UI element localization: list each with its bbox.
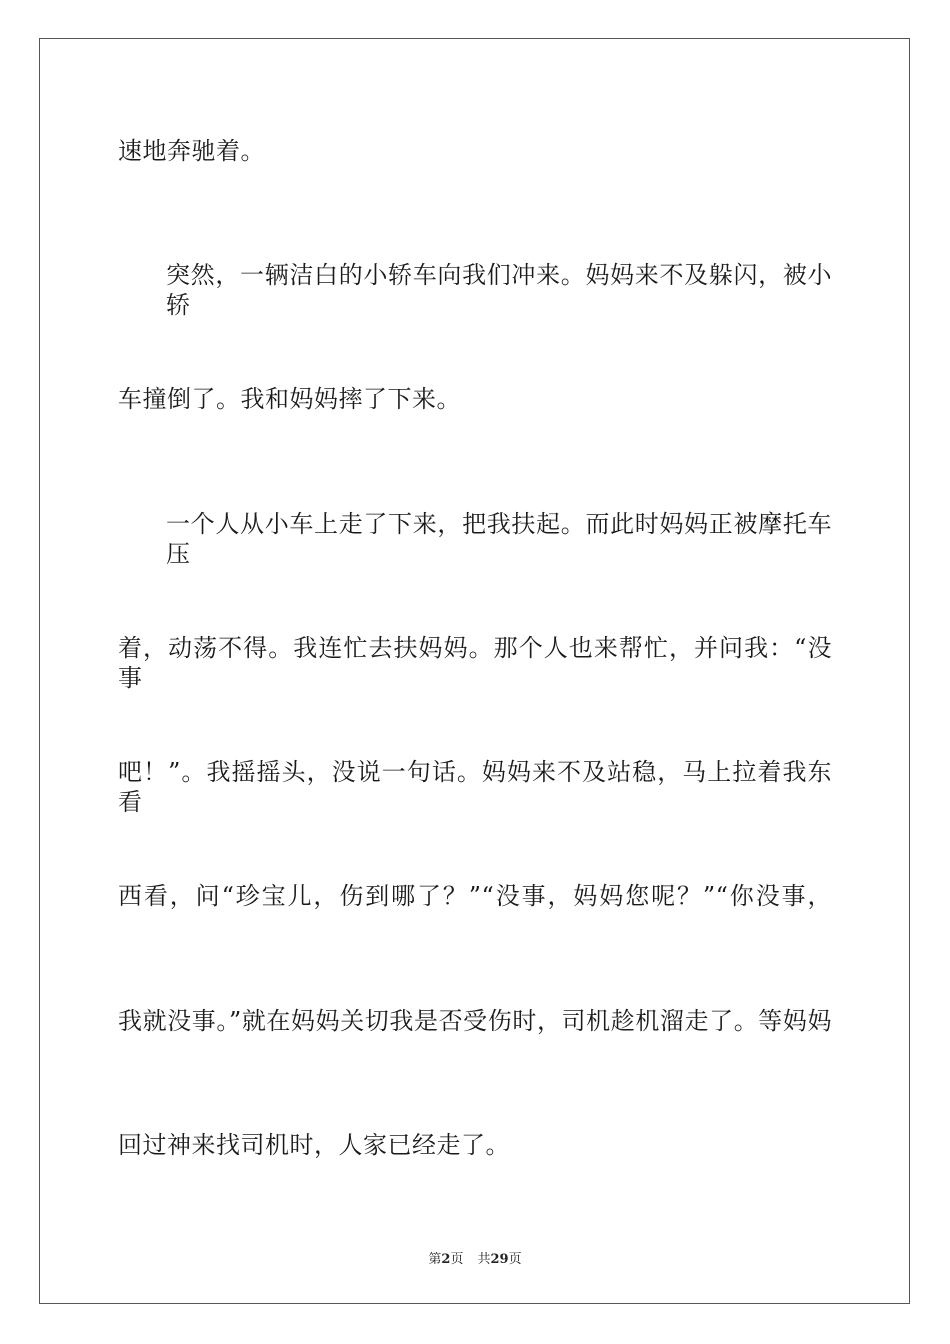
paragraph-2-line-5: 我就没事。”就在妈妈关切我是否受伤时，司机趁机溜走了。等妈妈: [118, 1007, 832, 1035]
paragraph-2-line-1: 一个人从小车上走了下来，把我扶起。而此时妈妈正被摩托车压: [166, 510, 832, 568]
paragraph-1-line-1: 突然，一辆洁白的小轿车向我们冲来。妈妈来不及躲闪，被小轿: [166, 261, 832, 319]
page-suffix: 页: [450, 1252, 464, 1267]
paragraph-2-line-6: 回过神来找司机时，人家已经走了。: [118, 1131, 510, 1159]
paragraph-2-line-4: 西看，问“珍宝儿，伤到哪了？”“没事，妈妈您呢？”“你没事，: [118, 882, 832, 910]
total-suffix: 页: [508, 1252, 522, 1267]
total-pages: 29: [490, 1252, 509, 1267]
page-footer: [0, 1248, 950, 1267]
text-line-1: 速地奔驰着。: [118, 137, 265, 165]
page-number: 2: [441, 1252, 451, 1267]
paragraph-2-line-3: 吧！”。我摇摇头，没说一句话。妈妈来不及站稳，马上拉着我东看: [118, 758, 832, 816]
total-prefix: 共: [477, 1252, 491, 1267]
page-prefix: 第: [428, 1252, 442, 1267]
paragraph-2-line-2: 着，动荡不得。我连忙去扶妈妈。那个人也来帮忙，并问我：“没事: [118, 634, 832, 692]
paragraph-1-line-2: 车撞倒了。我和妈妈摔了下来。: [118, 385, 461, 413]
